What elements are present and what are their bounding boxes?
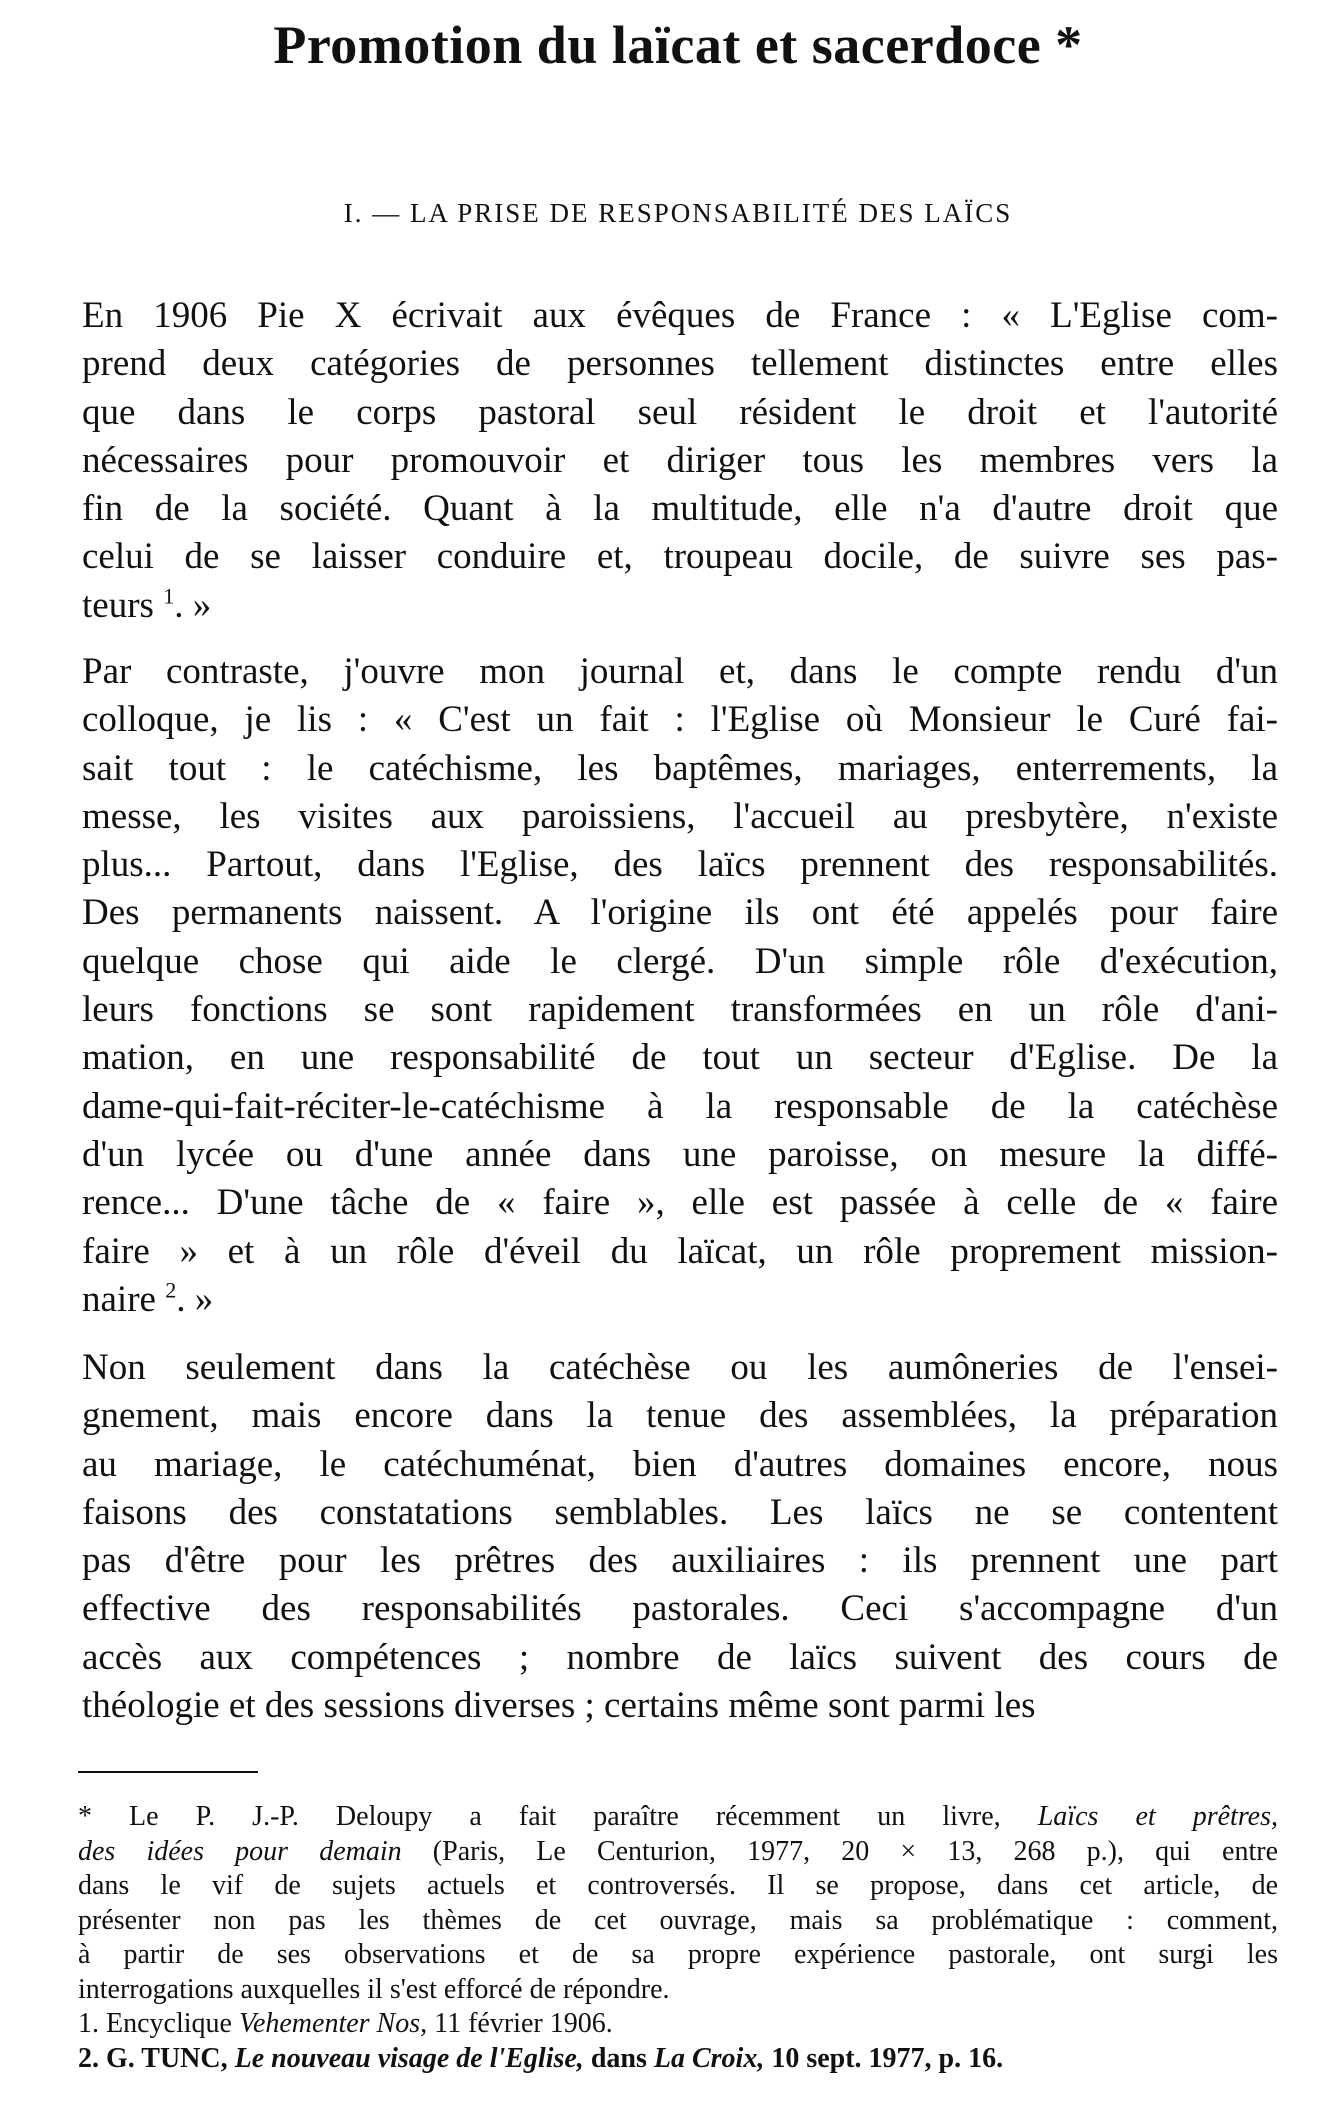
footnote-line [78,1973,1278,2008]
text-line: faisons des constatations semblables. Les laïcs ne se contentent [82,1491,1278,1533]
text-line: au mariage, le catéchuménat, bien d'autres domaines encore, nous [82,1443,1278,1485]
footnote-2-mid: dans [583,2042,654,2074]
text-line: faire » et à un rôle d'éveil du laïcat, un rôle proprement mission- [82,1230,1278,1272]
footnote-1-num: 1. [78,2008,106,2039]
footnote-2-italic: Le nouveau visage de l'Eglise, [234,2042,584,2074]
book-title: des idées pour demain [78,1835,402,1867]
text-line: En 1906 Pie X écrivait aux évêques de France : « L'Eglise com- [82,295,1278,336]
text-line: prend deux catégories de personnes tellement distinctes entre elles [82,343,1278,385]
footnote-1 [78,2007,1278,2042]
footnote-1-pre: Encyclique [106,2008,239,2039]
footnote-2 [78,2042,1278,2077]
footnote-text: * Le P. J.-P. Deloupy a fait paraître récemment un livre, [78,1801,1038,1832]
footnote-line [78,1938,1278,1973]
paragraph-3 [78,1344,1278,1730]
footnote-text: présenter non pas les thèmes de cet ouvrage, mais sa problématique : comment, [78,1904,1278,1936]
text-line: plus... Partout, dans l'Eglise, des laïcs prennent des responsabilités. [82,844,1278,886]
footnote-1-post: 11 février 1906. [427,2008,613,2039]
text-line: pas d'être pour les prêtres des auxiliaires : ils prennent une part [82,1540,1278,1582]
section-heading: I. — LA PRISE DE RESPONSABILITÉ DES LAÏCS [343,198,1013,228]
star-footnote [78,1800,1278,2007]
footnote-line [78,1800,1278,1835]
text-line: messe, les visites aux paroissiens, l'accueil au presbytère, n'existe [82,795,1278,837]
quote-close: . » [174,584,212,626]
text-line: teurs $^1$. » [82,583,212,626]
footnote-2-pre: G. TUNC, [106,2042,235,2074]
text-line: rence... D'une tâche de « faire », elle est passée à celle de « faire [82,1182,1278,1224]
text-line: théologie et des sessions diverses ; certains même sont parmi les [82,1685,1036,1727]
footnote-ref[interactable]: 2 [165,1277,177,1303]
text-line: nécessaires pour promouvoir et diriger tous les membres vers la [82,439,1278,481]
footnote-text: interrogations auxquelles il s'est efforcé de répondre. [78,1973,670,2005]
footnote-ref[interactable]: 1 [163,583,175,609]
text-line: quelque chose qui aide le clergé. D'un simple rôle d'exécution, [82,940,1278,982]
footnote-divider [78,1771,258,1773]
text-line: Par contraste, j'ouvre mon journal et, dans le compte rendu d'un [82,651,1278,692]
footnote-2-post: 10 sept. 1977, p. 16. [764,2042,1004,2074]
text-line: gnement, mais encore dans la tenue des assemblées, la préparation [82,1395,1278,1437]
footnote-1-italic: Vehementer Nos, [238,2008,428,2039]
footnote-text: à partir de ses observations et de sa propre expérience pastorale, ont surgi les [78,1939,1278,1970]
text-line: Des permanents naissent. A l'origine ils ont été appelés pour faire [82,892,1278,934]
book-title: Laïcs et prêtres, [1037,1801,1278,1832]
text-line: naire $^2$. » [82,1277,214,1320]
footnote-2-italic2: La Croix, [653,2042,765,2074]
text-line: que dans le corps pastoral seul résident le droit et l'autorité [82,391,1278,433]
text-line: fin de la société. Quant à la multitude, elle n'a d'autre droit que [82,488,1278,530]
text-line: accès aux compétences ; nombre de laïcs suivent des cours de [82,1636,1278,1678]
footnote-2-num: 2. [78,2042,106,2074]
text-line: dame-qui-fait-réciter-le-catéchisme à la responsable de la catéchèse [82,1085,1278,1127]
text-line: d'un lycée ou d'une année dans une paroisse, on mesure la diffé- [82,1133,1278,1175]
article-title: Promotion du laïcat et sacerdoce * [273,15,1083,75]
paragraph-2 [78,648,1278,1324]
text-line: sait tout : le catéchisme, les baptêmes, mariages, enterrements, la [82,747,1278,789]
quote-close: . » [176,1278,214,1320]
text-line: mation, en une responsabilité de tout un secteur d'Eglise. De la [82,1037,1278,1079]
text-line: Non seulement dans la catéchèse ou les aumôneries de l'ensei- [82,1347,1278,1388]
footnote-line [78,1904,1278,1939]
text-line: effective des responsabilités pastorales. Ceci s'accompagne d'un [82,1588,1278,1630]
footnote-text: (Paris, Le Centurion, 1977, 20 × 13, 268 p.), qui entre [401,1835,1278,1867]
paragraph-1 [78,292,1278,630]
text-line: colloque, je lis : « C'est un fait : l'Eglise où Monsieur le Curé fai- [82,699,1278,741]
text-line: leurs fonctions se sont rapidement transformées en un rôle d'ani- [82,989,1278,1031]
footnotes-area [78,1800,1278,2076]
footnote-line [78,1869,1278,1904]
footnote-line [78,1835,1278,1870]
text-line: celui de se laisser conduire et, troupeau docile, de suivre ses pas- [82,536,1278,578]
footnote-text: dans le vif de sujets actuels et controversés. Il se propose, dans cet article, de [78,1870,1278,1901]
